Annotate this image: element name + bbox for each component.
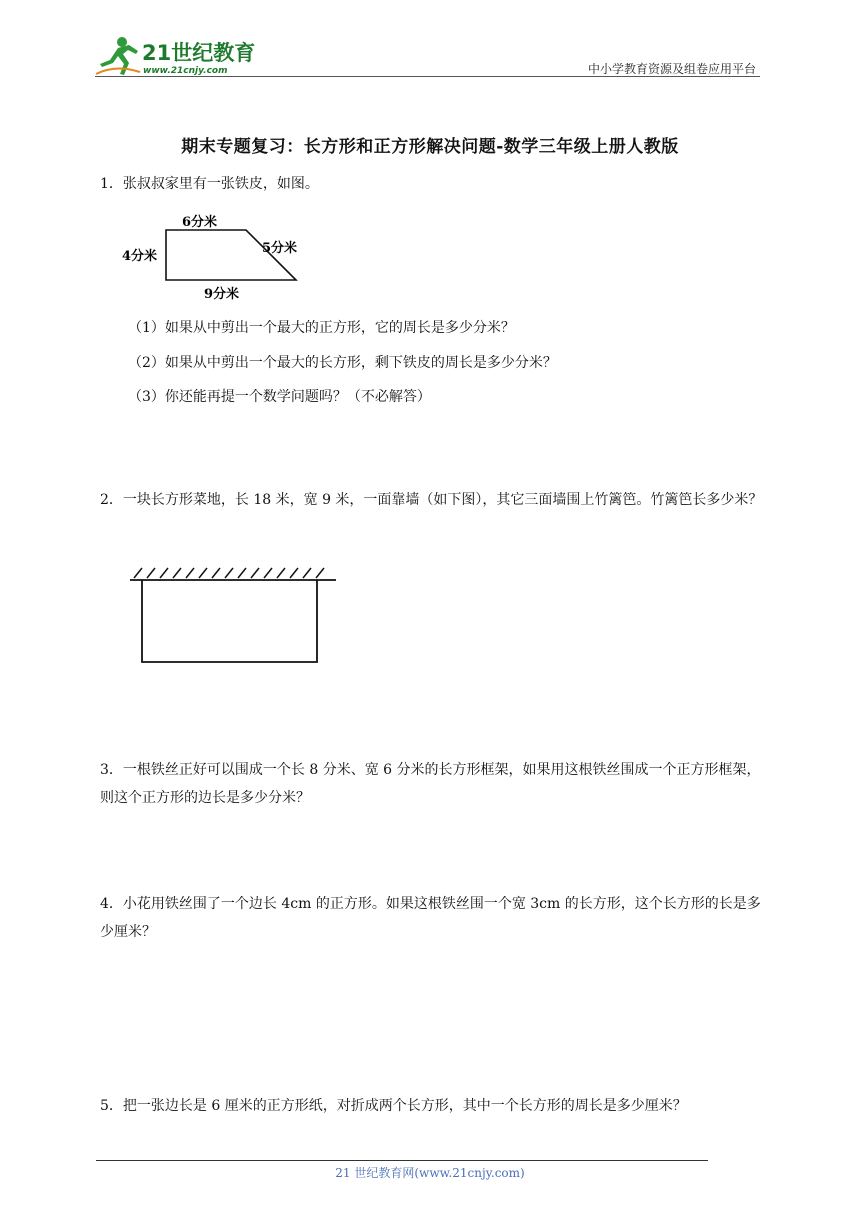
site-logo <box>96 34 266 78</box>
question-1-sub-2: （2）如果从中剪出一个最大的长方形，剩下铁皮的周长是多少分米？ <box>128 355 557 371</box>
footer-text: 21 世纪教育网(www.21cnjy.com) <box>335 1166 525 1180</box>
fence-outline <box>142 580 317 662</box>
footer-divider <box>96 1160 708 1161</box>
question-5: 5．把一张边长是 6 厘米的正方形纸，对折成两个长方形，其中一个长方形的周长是多少厘米？ <box>100 1098 687 1114</box>
header-divider <box>95 76 760 77</box>
question-1-sub-3: （3）你还能再提一个数学问题吗？（不必解答） <box>128 389 431 405</box>
runner-icon <box>96 37 140 75</box>
question-1: 1．张叔叔家里有一张铁皮，如图。 <box>100 176 319 192</box>
logo-url: www.21cnjy.com <box>143 66 228 76</box>
label-slant: 5分米 <box>262 241 298 256</box>
logo-text: 21世纪教育 <box>142 41 256 65</box>
question-1-sub-1: （1）如果从中剪出一个最大的正方形，它的周长是多少分米？ <box>128 320 515 336</box>
label-top: 6分米 <box>182 215 218 230</box>
garden-figure <box>124 560 344 672</box>
header-platform-text: 中小学教育资源及组卷应用平台 <box>587 62 756 76</box>
wall-hatch <box>134 568 324 578</box>
label-bottom: 9分米 <box>204 287 240 302</box>
label-left: 4分米 <box>122 249 158 264</box>
sheet-figure <box>118 208 318 308</box>
question-3: 3．一根铁丝正好可以围成一个长 8 分米、宽 6 分米的长方形框架，如果用这根铁丝围成一个正方形框架，则这个正方形的边长是多少分米？ <box>100 762 761 806</box>
question-2: 2．一块长方形菜地，长 18 米，宽 9 米，一面靠墙（如下图），其它三面墙围上竹篱笆。竹篱笆长多少米？ <box>100 492 763 508</box>
question-4: 4．小花用铁丝围了一个边长 4cm 的正方形。如果这根铁丝围一个宽 3cm 的长方形，这个长方形的长是多少厘米？ <box>100 896 761 940</box>
page-title: 期末专题复习：长方形和正方形解决问题-数学三年级上册人教版 <box>181 137 679 157</box>
